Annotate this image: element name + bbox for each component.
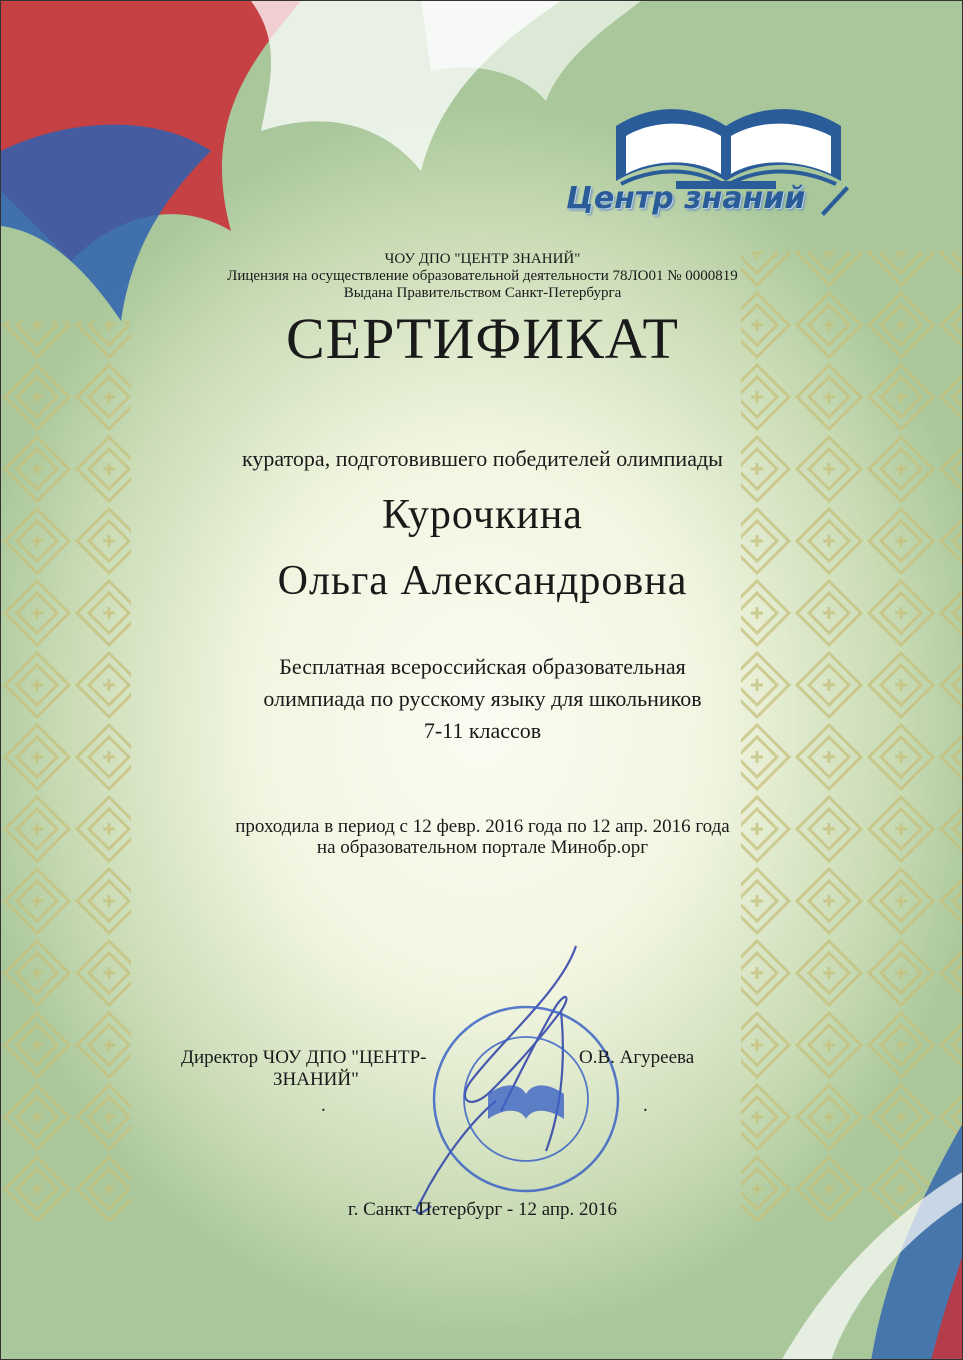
- signature-dot-left: .: [321, 1095, 326, 1116]
- stamp: [434, 1007, 618, 1191]
- signature-drawing: [417, 946, 576, 1213]
- period-line-1: проходила в период с 12 февр. 2016 года по 12 апр. 2016 года: [235, 816, 730, 837]
- pen-icon: [821, 186, 849, 216]
- recipient-surname: Курочкина: [382, 492, 583, 538]
- org-issued-by: Выдана Правительством Санкт-Петербурга: [343, 285, 622, 301]
- signer-position-line-2: ЗНАНИЙ": [273, 1069, 359, 1090]
- signer-name: О.В. Агуреева: [579, 1047, 695, 1068]
- recipient-given-names: Ольга Александровна: [277, 558, 688, 604]
- background-ornament: [1, 1, 963, 1360]
- olympiad-line-1: Бесплатная всероссийская образовательная: [279, 654, 686, 679]
- book-icon: [616, 109, 841, 189]
- signature-dot-right: .: [643, 1095, 648, 1116]
- place-and-date: г. Санкт-Петербург - 12 апр. 2016: [347, 1199, 618, 1220]
- period-line-2: на образовательном портале Минобр.орг: [316, 837, 649, 858]
- olympiad-line-2: олимпиада по русскому языку для школьников: [263, 686, 702, 711]
- olympiad-line-3: 7-11 классов: [423, 718, 542, 743]
- org-name: ЧОУ ДПО "ЦЕНТР ЗНАНИЙ": [384, 251, 581, 267]
- logo-text: Центр знаний: [566, 181, 806, 216]
- signer-position-line-1: Директор ЧОУ ДПО "ЦЕНТР-: [181, 1047, 427, 1068]
- org-license: Лицензия на осуществление образовательной деятельности 78ЛО01 № 0000819: [227, 268, 738, 284]
- certificate-subtitle: куратора, подготовившего победителей олимпиады: [242, 446, 723, 471]
- certificate-title: СЕРТИФИКАТ: [285, 306, 679, 371]
